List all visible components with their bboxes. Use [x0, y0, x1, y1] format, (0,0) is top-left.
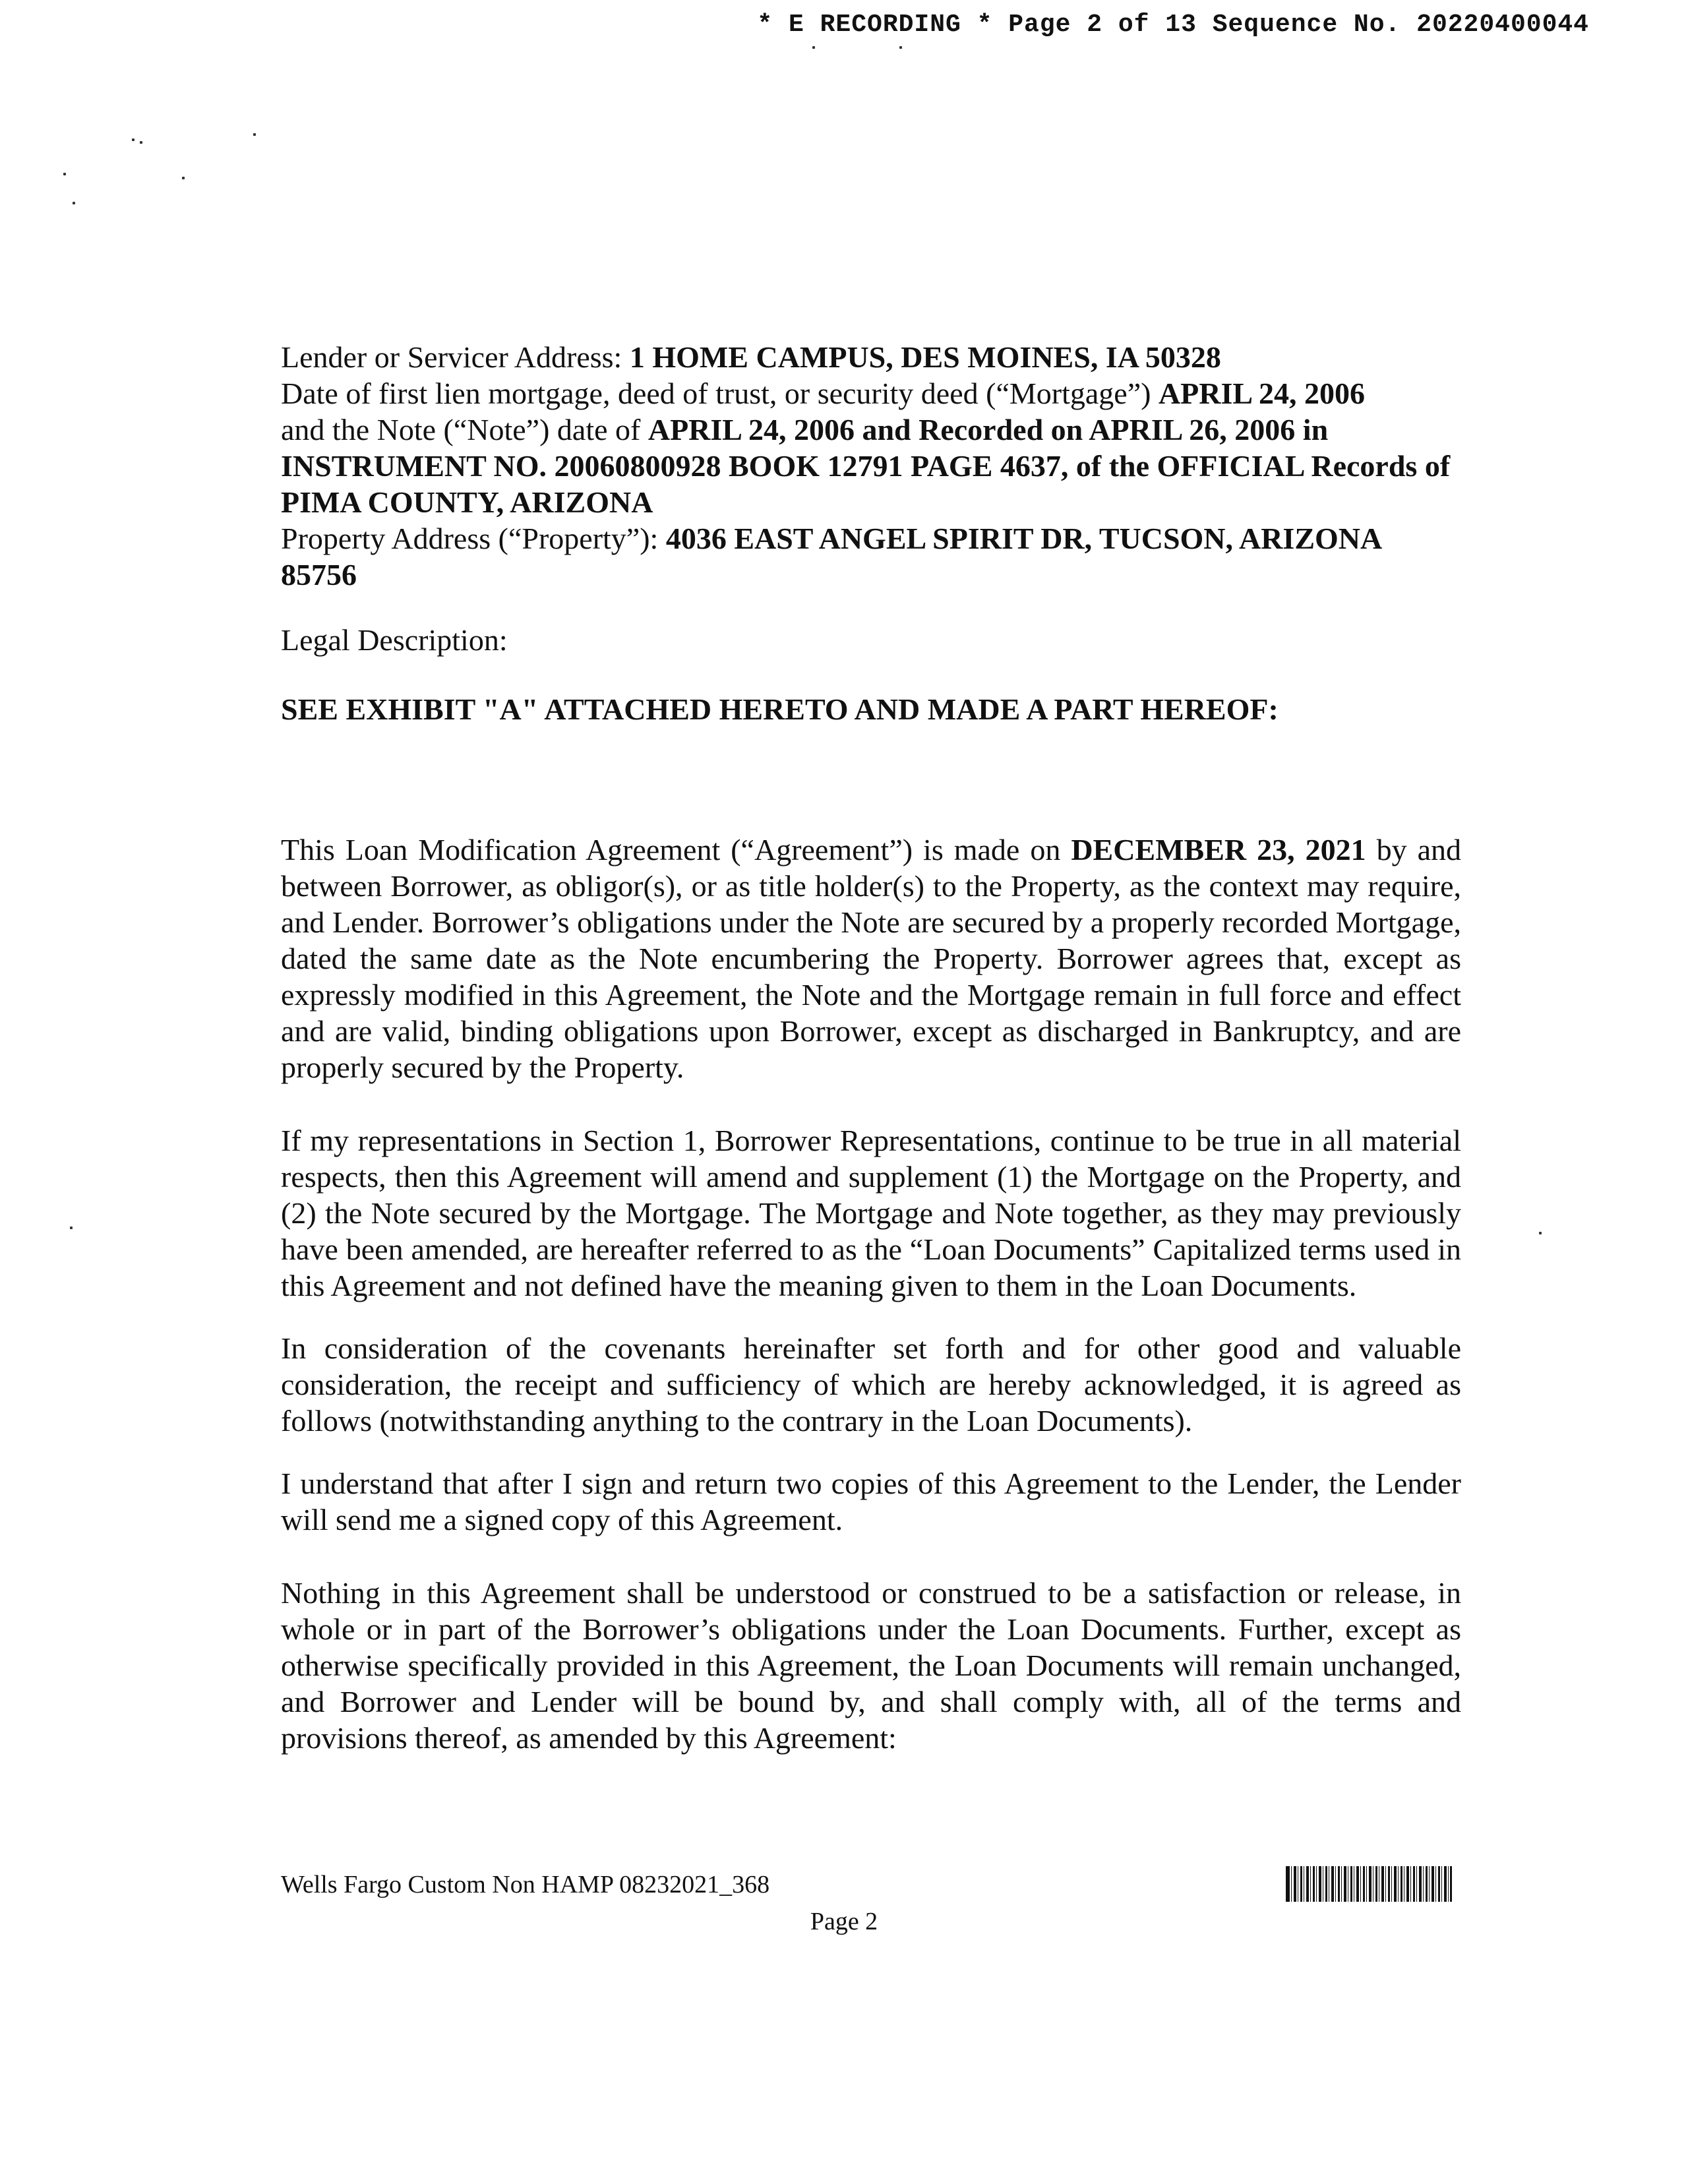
scan-speck — [182, 177, 185, 179]
scan-speck — [63, 173, 66, 175]
scan-speck — [132, 138, 135, 141]
scan-speck — [1539, 1232, 1542, 1234]
note-recording-value: APRIL 24, 2006 and Recorded on APRIL 26, 2006 in INSTRUMENT NO. 20060800928 BOOK 12791 PAGE 4637, of the OFFICIAL Records of PIMA COUNTY, ARIZONA — [281, 413, 1451, 519]
agreement-intro-text: This Loan Modification Agreement (“Agreement”) is made on — [281, 833, 1071, 866]
page-number: Page 2 — [810, 1908, 878, 1935]
agreement-paragraph-3: In consideration of the covenants hereinafter set forth and for other good and valuable consideration, the receipt and sufficiency of which are hereby acknowledged, it is agreed as follows (notwithstanding anything to the contrary in the Loan Documents). — [281, 1331, 1461, 1438]
agreement-paragraph-2: If my representations in Section 1, Borrower Representations, continue to be true in all material respects, then this Agreement will amend and supplement (1) the Mortgage on the Property, and (2) the Note secured by the Mortgage. The Mortgage and Note together, as they may previously have been amended, are hereafter referred to as the “Loan Documents” Capitalized terms used in this Agreement and not defined have the meaning given to them in the Loan Documents. — [281, 1124, 1461, 1302]
scan-speck — [812, 46, 815, 49]
legal-description-label: Legal Description: — [281, 623, 508, 657]
agreement-paragraph-5: Nothing in this Agreement shall be understood or construed to be a satisfaction or release, in whole or in part of the Borrower’s obligations under the Loan Documents. Further, except as otherwise specifically provided in this Agreement, the Loan Documents will remain unchanged, and Borrower and Lender will be bound by, and shall comply with, all of the terms and provisions thereof, as amended by this Agreement: — [281, 1576, 1461, 1755]
lender-address-label: Lender or Servicer Address: — [281, 340, 630, 374]
lender-address-line — [281, 339, 1461, 375]
mortgage-date-value: APRIL 24, 2006 — [1158, 377, 1366, 410]
document-body — [281, 339, 1461, 1756]
scan-speck — [140, 141, 142, 144]
barcode-icon — [1286, 1866, 1452, 1902]
note-label: and the Note (“Note”) date of — [281, 413, 648, 446]
scan-speck — [73, 202, 75, 204]
recording-stamp: * E RECORDING * Page 2 of 13 Sequence No. 20220400044 — [757, 11, 1589, 39]
form-identifier: Wells Fargo Custom Non HAMP 08232021_368 — [281, 1871, 770, 1898]
property-address-line — [281, 520, 1461, 593]
agreement-intro-rest: by and between Borrower, as obligor(s), or as title holder(s) to the Property, as the context may require, and Lender. Borrower’s obligations under the Note are secured by a properly recorded Mortgage, dated the same date as the Note encumbering the Property. Borrower agrees that, except as expressly modified in this Agreement, the Note and the Mortgage remain in full force and effect and are valid, binding obligations upon Borrower, except as discharged in Bankruptcy, and are properly secured by the Property. — [281, 833, 1461, 1084]
agreement-paragraph-1 — [281, 832, 1461, 1085]
property-address-label: Property Address (“Property”): — [281, 522, 666, 555]
property-address-value: 4036 EAST ANGEL SPIRIT DR, TUCSON, ARIZONA 85756 — [281, 522, 1381, 592]
mortgage-date-label: Date of first lien mortgage, deed of trust, or security deed (“Mortgage”) — [281, 377, 1159, 410]
scan-speck — [70, 1227, 73, 1229]
mortgage-date-line — [281, 375, 1461, 411]
scan-speck — [253, 133, 256, 136]
agreement-paragraph-4: I understand that after I sign and return two copies of this Agreement to the Lender, the Lender will send me a signed copy of this Agreement. — [281, 1467, 1461, 1536]
agreement-date: DECEMBER 23, 2021 — [1071, 833, 1366, 866]
note-line — [281, 411, 1461, 520]
scan-speck — [899, 46, 902, 49]
exhibit-reference: SEE EXHIBIT "A" ATTACHED HERETO AND MADE A PART HEREOF: — [281, 692, 1279, 726]
lender-address-value: 1 HOME CAMPUS, DES MOINES, IA 50328 — [629, 340, 1221, 374]
